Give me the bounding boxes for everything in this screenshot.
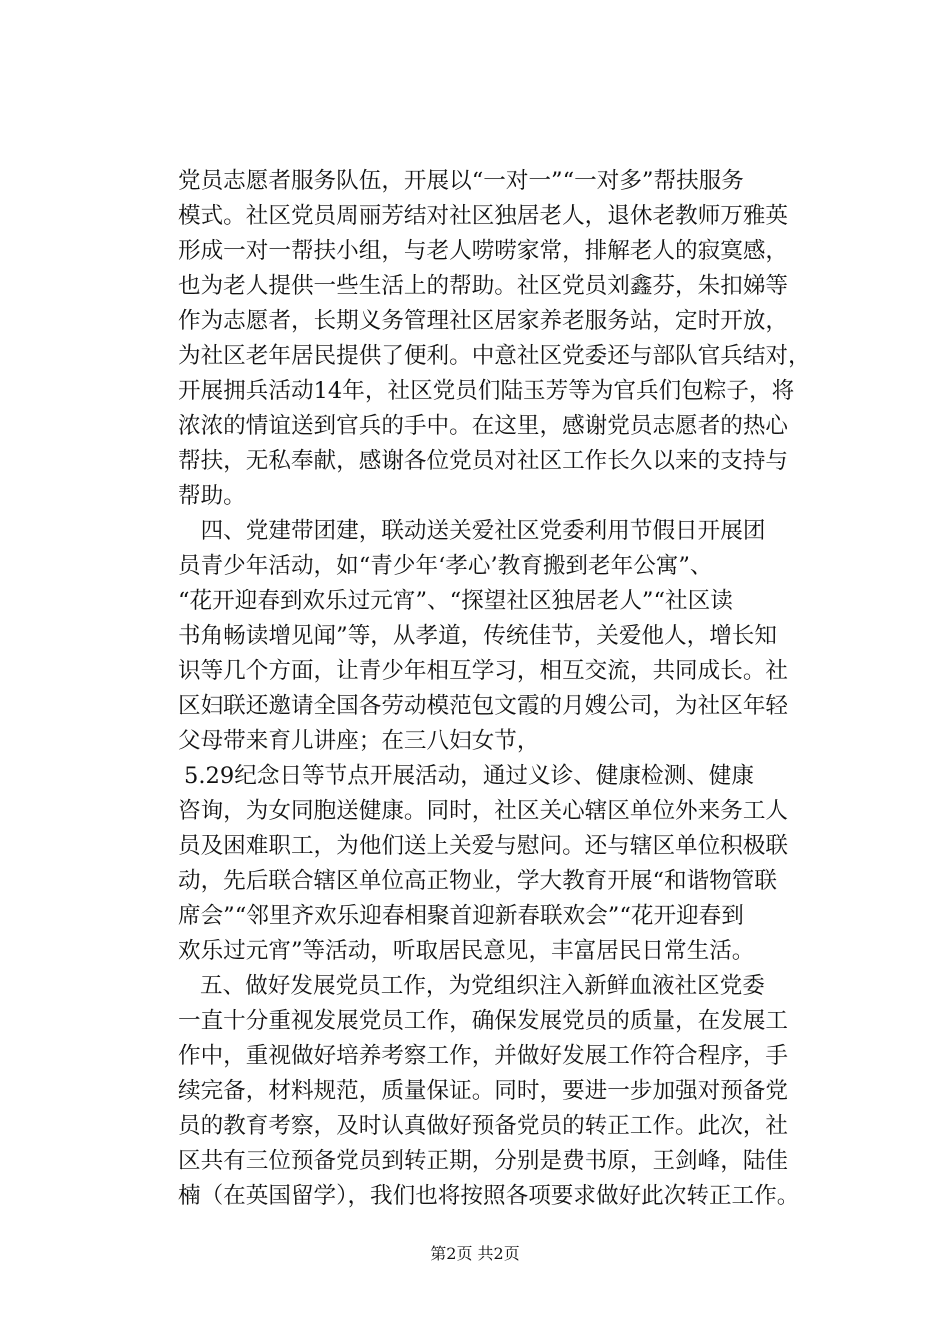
text-line: 帮助。 <box>178 483 246 509</box>
text-line: 模式。社区党员周丽芳结对社区独居老人，退休老教师万雅英 <box>178 203 789 229</box>
document-body <box>178 164 868 1214</box>
section-heading-line: 五、做好发展党员工作，为党组织注入新鲜血液社区党委 <box>200 973 765 999</box>
text-line: 区妇联还邀请全国各劳动模范包文霞的月嫂公司，为社区年轻 <box>178 693 789 719</box>
text-line: 党员志愿者服务队伍，开展以“一对一”“一对多”帮扶服务 <box>178 168 744 194</box>
text-line: 员的教育考察，及时认真做好预备党员的转正工作。此次，社 <box>178 1113 789 1139</box>
text-line: 帮扶，无私奉献，感谢各位党员对社区工作长久以来的支持与 <box>178 448 789 474</box>
text-line: 书角畅读增见闻”等，从孝道，传统佳节，关爱他人，增长知 <box>178 623 777 649</box>
text-line: 席会”“邻里齐欢乐迎春相聚首迎新春联欢会”“花开迎春到 <box>178 903 744 929</box>
text-line: 动，先后联合辖区单位高正物业，学大教育开展“和谐物管联 <box>178 868 777 894</box>
text-line: 续完备，材料规范，质量保证。同时，要进一步加强对预备党 <box>178 1078 789 1104</box>
text-line: 区共有三位预备党员到转正期，分别是费书原，王剑峰，陆佳 <box>178 1148 789 1174</box>
text-line: 开展拥兵活动14年，社区党员们陆玉芳等为官兵们包粽子，将 <box>178 378 795 404</box>
text-line: 员青少年活动，如“青少年‘孝心’教育搬到老年公寓”、 <box>178 553 713 579</box>
text-line: 楠（在英国留学），我们也将按照各项要求做好此次转正工作。 <box>178 1183 800 1209</box>
text-line: 咨询，为女同胞送健康。同时，社区关心辖区单位外来务工人 <box>178 798 789 824</box>
text-line: 形成一对一帮扶小组，与老人唠唠家常，排解老人的寂寞感， <box>178 238 789 264</box>
text-line: 员及困难职工，为他们送上关爱与慰问。还与辖区单位积极联 <box>178 833 789 859</box>
text-line: “花开迎春到欢乐过元宵”、“探望社区独居老人”“社区读 <box>178 588 733 614</box>
text-line: 作为志愿者，长期义务管理社区居家养老服务站，定时开放， <box>178 308 789 334</box>
text-line: 也为老人提供一些生活上的帮助。社区党员刘鑫芬，朱扣娣等 <box>178 273 789 299</box>
text-line: 浓浓的情谊送到官兵的手中。在这里，感谢党员志愿者的热心 <box>178 413 789 439</box>
section-heading-line: 四、党建带团建，联动送关爱社区党委利用节假日开展团 <box>178 518 766 544</box>
text-line: 为社区老年居民提供了便利。中意社区党委还与部队官兵结对， <box>178 343 811 369</box>
text-line: 作中，重视做好培养考察工作，并做好发展工作符合程序，手 <box>178 1043 789 1069</box>
text-line: 一直十分重视发展党员工作，确保发展党员的质量，在发展工 <box>178 1008 789 1034</box>
text-line: 欢乐过元宵”等活动，听取居民意见，丰富居民日常生活。 <box>178 938 755 964</box>
text-line: 父母带来育儿讲座；在三八妇女节， <box>178 728 540 754</box>
page-footer: 第2页 共2页 <box>430 1244 520 1263</box>
text-line: 5.29纪念日等节点开展活动，通过义诊、健康检测、健康 <box>184 763 754 789</box>
text-line: 识等几个方面，让青少年相互学习，相互交流，共同成长。社 <box>178 658 789 684</box>
